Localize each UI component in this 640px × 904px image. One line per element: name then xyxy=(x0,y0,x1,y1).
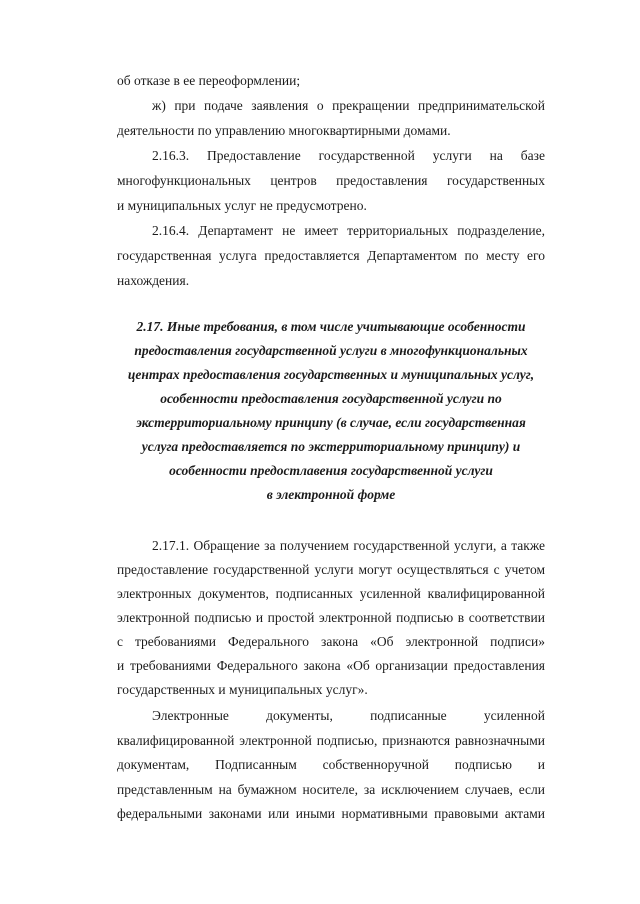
heading-line: центрах предоставления государственных и муниципальных услуг, xyxy=(127,367,535,382)
text-line: 2.16.3. Предоставление государственной услуги на базе xyxy=(152,148,545,163)
heading-line: в электронной форме xyxy=(266,487,396,502)
text-line: многофункциональных центров предоставления государственных xyxy=(117,173,545,188)
text-line: 2.16.4. Департамент не имеет территориальных подразделение, xyxy=(152,223,545,238)
section-heading-2-17 xyxy=(117,315,545,507)
section-2-16-text xyxy=(117,68,545,293)
text-line: государственная услуга предоставляется Департаментом по месту его xyxy=(117,248,545,263)
text-line: и муниципальных услуг не предусмотрено. xyxy=(117,198,367,213)
text-line: Электронные документы, подписанные усиленной xyxy=(152,708,545,723)
text-line: ж) при подаче заявления о прекращении предпринимательской xyxy=(152,98,545,113)
text-line: об отказе в ее переоформлении; xyxy=(117,73,301,88)
text-line: электронных документов, подписанных усиленной квалифицированной xyxy=(117,586,545,601)
heading-line: особенности предостлавения государственной услуги xyxy=(169,463,493,478)
text-line: предоставление государственной услуги могут осуществляться с учетом xyxy=(117,562,545,577)
heading-line: особенности предоставления государственной услуги по xyxy=(160,391,502,406)
heading-line: экстерриториальному принципу (в случае, если государственная xyxy=(136,415,526,430)
text-line: нахождения. xyxy=(117,273,190,288)
text-line: с требованиями Федерального закона «Об электронной подписи» xyxy=(117,634,545,649)
paragraph-2-16-4 xyxy=(117,218,545,293)
text-line: и требованиями Федерального закона «Об организации предоставления xyxy=(117,658,545,673)
heading-line: услуга предоставляется по экстерриториальному принципу) и xyxy=(141,439,521,454)
paragraph-electronic-documents xyxy=(117,704,545,827)
text-line: электронной подписью и простой электронной подписью в соответствии xyxy=(117,610,545,625)
text-line: 2.17.1. Обращение за получением государственной услуги, а также xyxy=(152,538,545,553)
text-line: документам, Подписанным собственноручной подписью и xyxy=(117,757,545,772)
text-line: деятельности по управлению многоквартирными домами. xyxy=(117,123,451,138)
heading-line: предоставления государственной услуги в многофункциональных xyxy=(134,343,528,358)
paragraph-item-zh xyxy=(117,93,545,143)
paragraph-2-17-1 xyxy=(117,534,545,702)
text-line: представленным на бумажном носителе, за исключением случаев, если xyxy=(117,781,545,797)
text-line: федеральными законами или иными нормативными правовыми актами xyxy=(117,806,545,821)
paragraph-2-16-3 xyxy=(117,143,545,218)
text-line: государственных и муниципальных услуг». xyxy=(117,682,368,697)
paragraph-continuation xyxy=(117,68,545,93)
heading-line: 2.17. Иные требования, в том числе учитывающие особенности xyxy=(136,319,526,334)
text-line: квалифицированной электронной подписью, признаются равнозначными xyxy=(117,732,545,748)
